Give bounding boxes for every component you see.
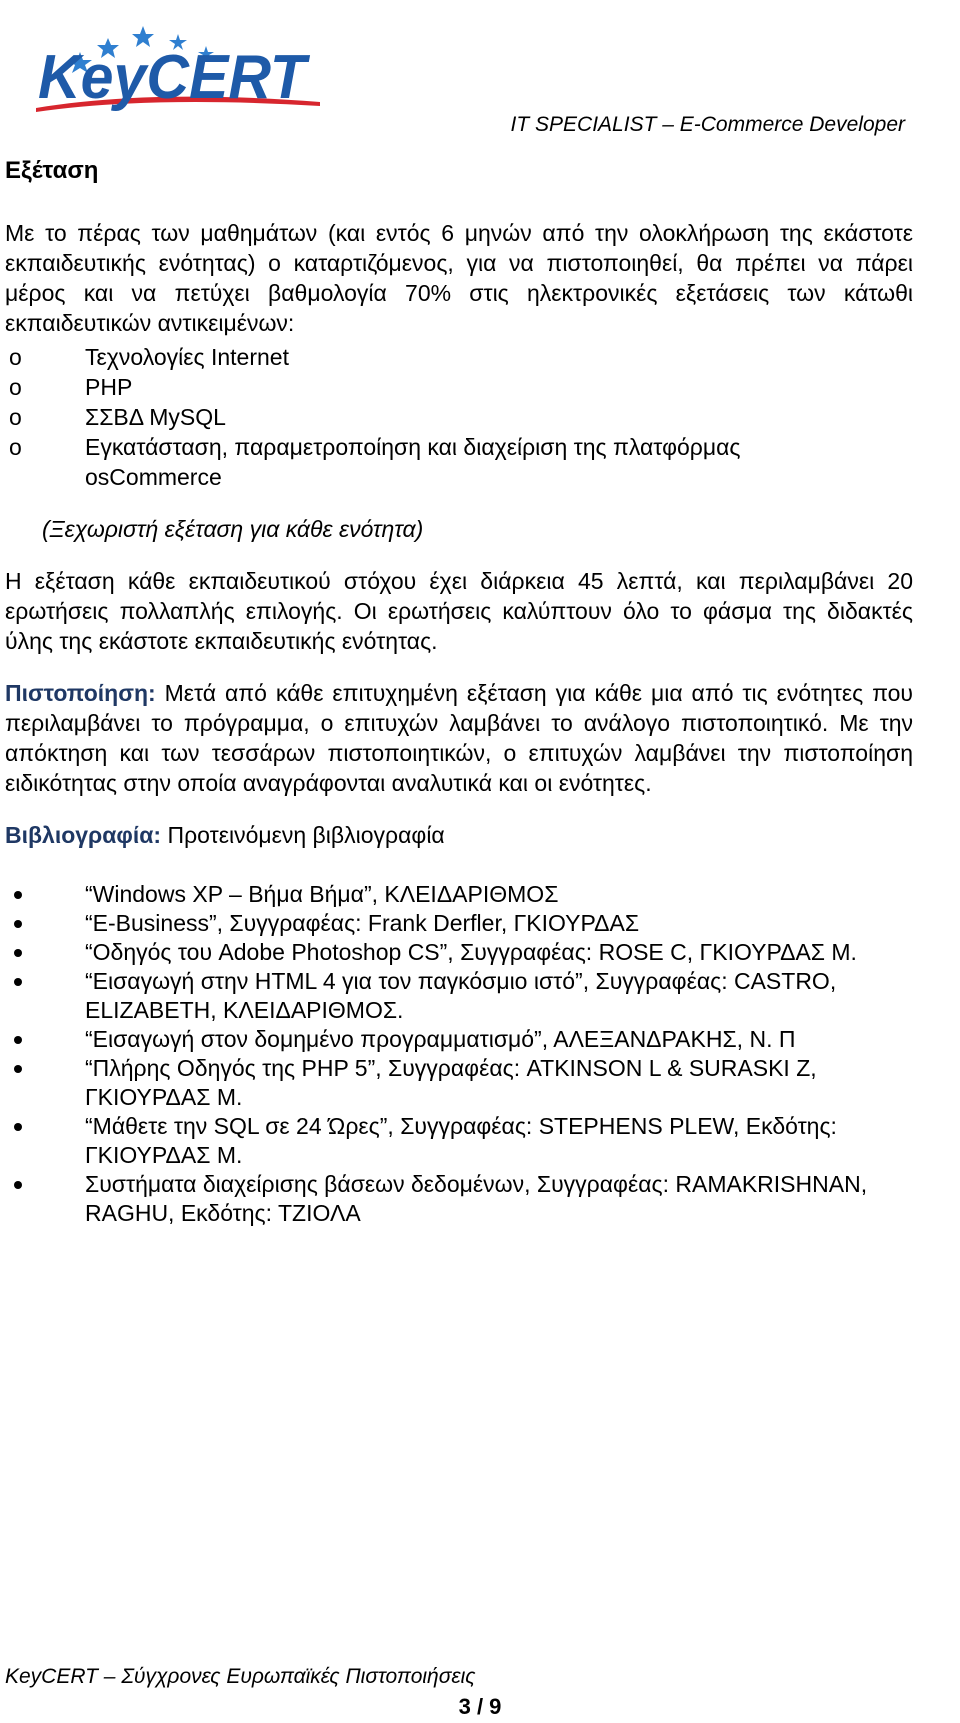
intro-paragraph: Με το πέρας των μαθημάτων (και εντός 6 μηνών από την ολοκλήρωση της εκάστοτε εκπαιδευτικής ενότητας) ο καταρτιζόμενος, για να πιστοποιηθεί, θα πρέπει να πάρει μέρος και να πετύχει βαθμολογία 70% στις ηλεκτρονικές εξετάσεις των κάτωθι εκπαιδευτικών αντικειμένων: — [5, 220, 913, 336]
exam-subjects-list — [5, 342, 913, 492]
list-item: o PHP — [85, 372, 913, 402]
certification-label: Πιστοποίηση: — [5, 680, 156, 706]
exam-description: Η εξέταση κάθε εκπαιδευτικού στόχου έχει διάρκεια 45 λεπτά, και περιλαμβάνει 20 ερωτήσεις πολλαπλής επιλογής. Οι ερωτήσεις καλύπτουν όλο το φάσμα της διδακτές ύλης της εκάστοτε εκπαιδευτικής ενότητας. — [5, 568, 913, 654]
certification-text: Μετά από κάθε επιτυχημένη εξέταση για κάθε μια από τις ενότητες που περιλαμβάνει το πρόγραμμα, ο επιτυχών λαμβάνει το ανάλογο πιστοποιητικό. Με την απόκτηση και των τεσσάρων πιστοποιητικών, ο επιτυχών λαμβάνει την πιστοποίηση ειδικότητας στην οποία αναγράφονται αναλυτικά και οι ενότητες. — [5, 680, 913, 796]
section-heading: Εξέταση — [5, 157, 99, 184]
list-item: “Εισαγωγή στην HTML 4 για τον παγκόσμιο ιστό”, Συγγραφέας: CASTRO, ELIZABETH, ΚΛΕΙΔΑΡΙΘΜΟΣ. — [85, 967, 913, 1025]
document-header-title: IT SPECIALIST – E-Commerce Developer — [510, 113, 905, 136]
bibliography-label: Βιβλιογραφία: — [5, 822, 162, 848]
bibliography-text: Προτεινόμενη βιβλιογραφία — [161, 822, 445, 848]
list-item: “Οδηγός του Adobe Photoshop CS”, Συγγραφέας: ROSE C, ΓΚΙΟΥΡΔΑΣ Μ. — [85, 938, 913, 967]
bibliography-paragraph — [5, 820, 913, 850]
exam-note: (Ξεχωριστή εξέταση για κάθε ενότητα) — [42, 516, 424, 542]
list-item: Συστήματα διαχείρισης βάσεων δεδομένων, Συγγραφέας: RAMAKRISHNAN, RAGHU, Εκδότης: ΤΖΙΟΛΑ — [85, 1170, 913, 1228]
list-item: o Τεχνολογίες Internet — [85, 342, 913, 372]
logo-wordmark: KeyCERT — [38, 43, 311, 112]
certification-paragraph — [5, 678, 913, 798]
page-number: 3 / 9 — [458, 1694, 502, 1719]
keycert-logo — [28, 12, 328, 120]
list-item: o Εγκατάσταση, παραμετροποίηση και διαχείριση της πλατφόρμας osCommerce — [85, 432, 845, 492]
document-body — [5, 218, 913, 1228]
list-item: “Μάθετε την SQL σε 24 Ώρες”, Συγγραφέας: STEPHENS PLEW, Εκδότης: ΓΚΙΟΥΡΔΑΣ Μ. — [85, 1112, 913, 1170]
list-item: “Windows XP – Βήμα Βήμα”, ΚΛΕΙΔΑΡΙΘΜΟΣ — [85, 880, 913, 909]
list-item: o ΣΣΒΔ MySQL — [85, 402, 913, 432]
list-item: “Εισαγωγή στον δομημένο προγραμματισμό”, ΑΛΕΞΑΝΔΡΑΚΗΣ, Ν. Π — [85, 1025, 913, 1054]
list-item: “E-Business”, Συγγραφέας: Frank Derfler, ΓΚΙΟΥΡΔΑΣ — [85, 909, 913, 938]
bibliography-list — [5, 880, 913, 1228]
footer-text: KeyCERT – Σύγχρονες Ευρωπαϊκές Πιστοποιήσεις — [5, 1665, 476, 1688]
list-item: “Πλήρης Οδηγός της PHP 5”, Συγγραφέας: ATKINSON L & SURASKI Z, ΓΚΙΟΥΡΔΑΣ Μ. — [85, 1054, 913, 1112]
